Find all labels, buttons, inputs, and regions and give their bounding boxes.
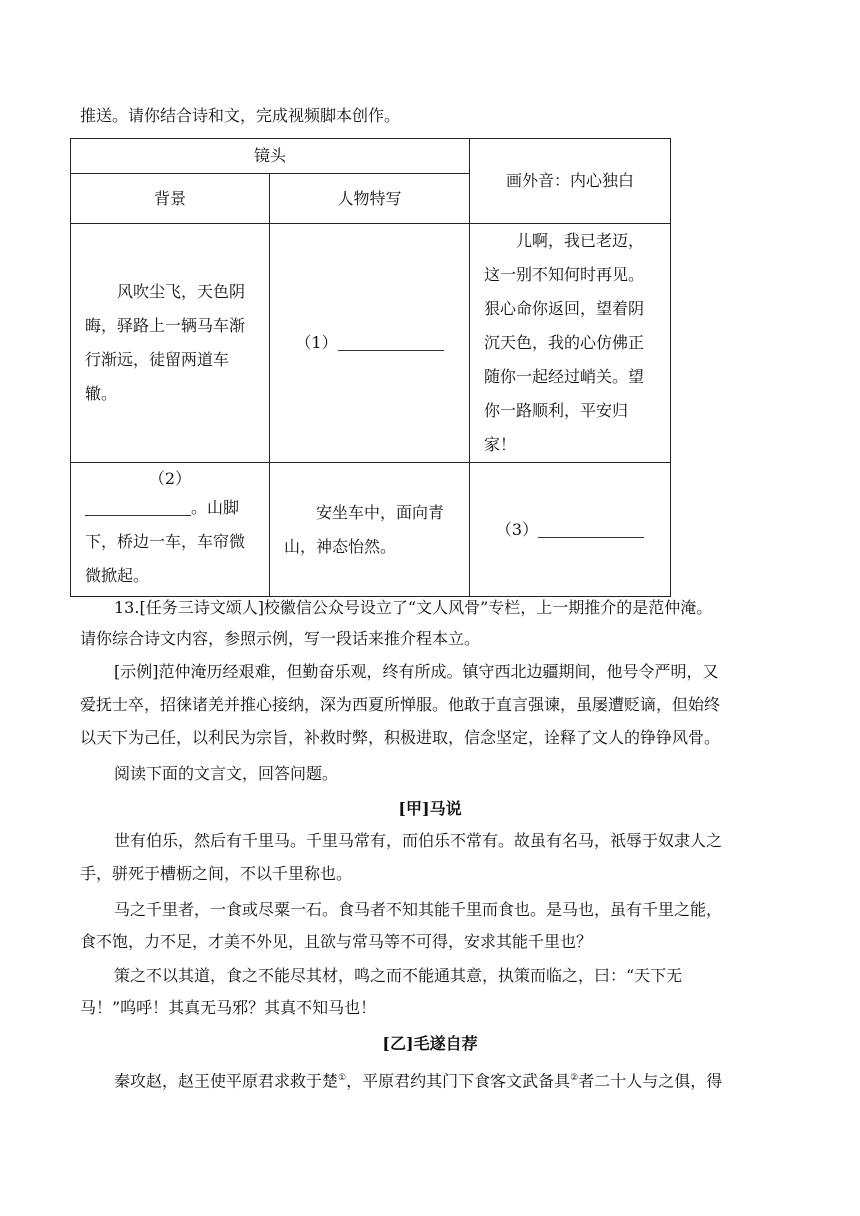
text-b-title: [乙]毛遂自荐 bbox=[382, 1034, 478, 1053]
footnote-1[interactable]: ① bbox=[338, 1073, 347, 1083]
text-a-p3-line1: 策之不以其道，食之不能尽其材，鸣之而不能通其意，执策而临之，曰：“天下无 bbox=[114, 966, 683, 985]
header-voiceover: 画外音：内心独白 bbox=[470, 139, 671, 224]
row1-background: 风吹尘飞，天色阴晦，驿路上一辆马车渐行渐远，徒留两道车辙。 bbox=[85, 282, 246, 403]
row1-character-cell bbox=[270, 224, 470, 463]
text-b-p1-line1 bbox=[114, 1066, 722, 1093]
col-character: 人物特写 bbox=[270, 174, 470, 224]
header-shot: 镜头 bbox=[71, 139, 470, 174]
row1-voiceover: 儿啊，我已老迈，这一别不知何时再见。狠心命你返回，望着阴沉天色，我的心仿佛正随你一起经过峭关。望你一路顺利，平安归家！ bbox=[484, 231, 645, 454]
text-a-p3-line2: 马！”呜呼！其真无马邪？其真不知马也！ bbox=[80, 998, 377, 1017]
row2-character-cell bbox=[270, 463, 470, 597]
q13-line2: 请你综合诗文内容，参照示例，写一段话来推介程本立。 bbox=[80, 629, 481, 648]
answer-blank-2[interactable] bbox=[85, 501, 191, 516]
q13-example-line1: [示例]范仲淹历经艰难，但勤奋乐观，终有所成。镇守西北边疆期间，他号令严明，又 bbox=[114, 662, 719, 681]
text-a-p2-line1: 马之千里者，一食或尽粟一石。食马者不知其能千里而食也。是马也，虽有千里之能， bbox=[114, 900, 723, 919]
row2-voiceover-cell bbox=[470, 463, 671, 597]
q13-line1: 13.[任务三诗文颂人]校徽信公众号设立了“文人风骨”专栏，上一期推介的是范仲淹。 bbox=[114, 598, 713, 617]
text-a-p2-line2: 食不饱，力不足，才美不外见，且欲与常马等不可得，安求其能千里也？ bbox=[80, 932, 593, 951]
row1-character-num: （1） bbox=[295, 333, 338, 352]
text-b-p1c: 者二十人与之俱，得 bbox=[578, 1071, 723, 1091]
row2-character: 安坐车中，面向青山，神态怡然。 bbox=[284, 502, 445, 556]
video-script-table bbox=[70, 138, 671, 597]
text-a-title: [甲]马说 bbox=[398, 799, 462, 818]
text-b-p1a: 秦攻赵，赵王使平原君求救于楚 bbox=[114, 1071, 339, 1091]
text-b-p1b: ，平原君约其门下食客文武备具 bbox=[346, 1071, 571, 1091]
row2-background-text: 。山脚下，桥边一车，车帘微微掀起。 bbox=[85, 497, 246, 585]
row2-background-num: （2） bbox=[148, 468, 192, 488]
footnote-2[interactable]: ② bbox=[570, 1073, 579, 1083]
q13-example-line3: 以天下为己任，以利民为宗旨，补救时弊，积极进取，信念坚定，诠释了文人的铮铮风骨。 bbox=[80, 728, 721, 747]
text-a-p1-line1: 世有伯乐，然后有千里马。千里马常有，而伯乐不常有。故虽有名马，祇辱于奴隶人之 bbox=[114, 831, 723, 850]
row2-background-cell bbox=[71, 463, 270, 597]
row1-background-cell bbox=[71, 224, 270, 463]
q13-example-line2: 爱抚士卒，招徕诸羌并推心接纳，深为西夏所惮服。他敢于直言强谏，虽屡遭贬谪，但始终 bbox=[80, 695, 721, 714]
row1-voiceover-cell bbox=[470, 224, 671, 463]
text-a-p1-line2: 手，骈死于槽枥之间，不以千里称也。 bbox=[80, 864, 353, 883]
answer-blank-3[interactable] bbox=[538, 523, 644, 538]
intro-text: 推送。请你结合诗和文，完成视频脚本创作。 bbox=[80, 106, 401, 125]
row2-voiceover-num: （3） bbox=[495, 519, 539, 539]
col-background: 背景 bbox=[71, 174, 270, 224]
reading-prompt: 阅读下面的文言文，回答问题。 bbox=[114, 764, 339, 783]
answer-blank-1[interactable] bbox=[338, 336, 444, 351]
